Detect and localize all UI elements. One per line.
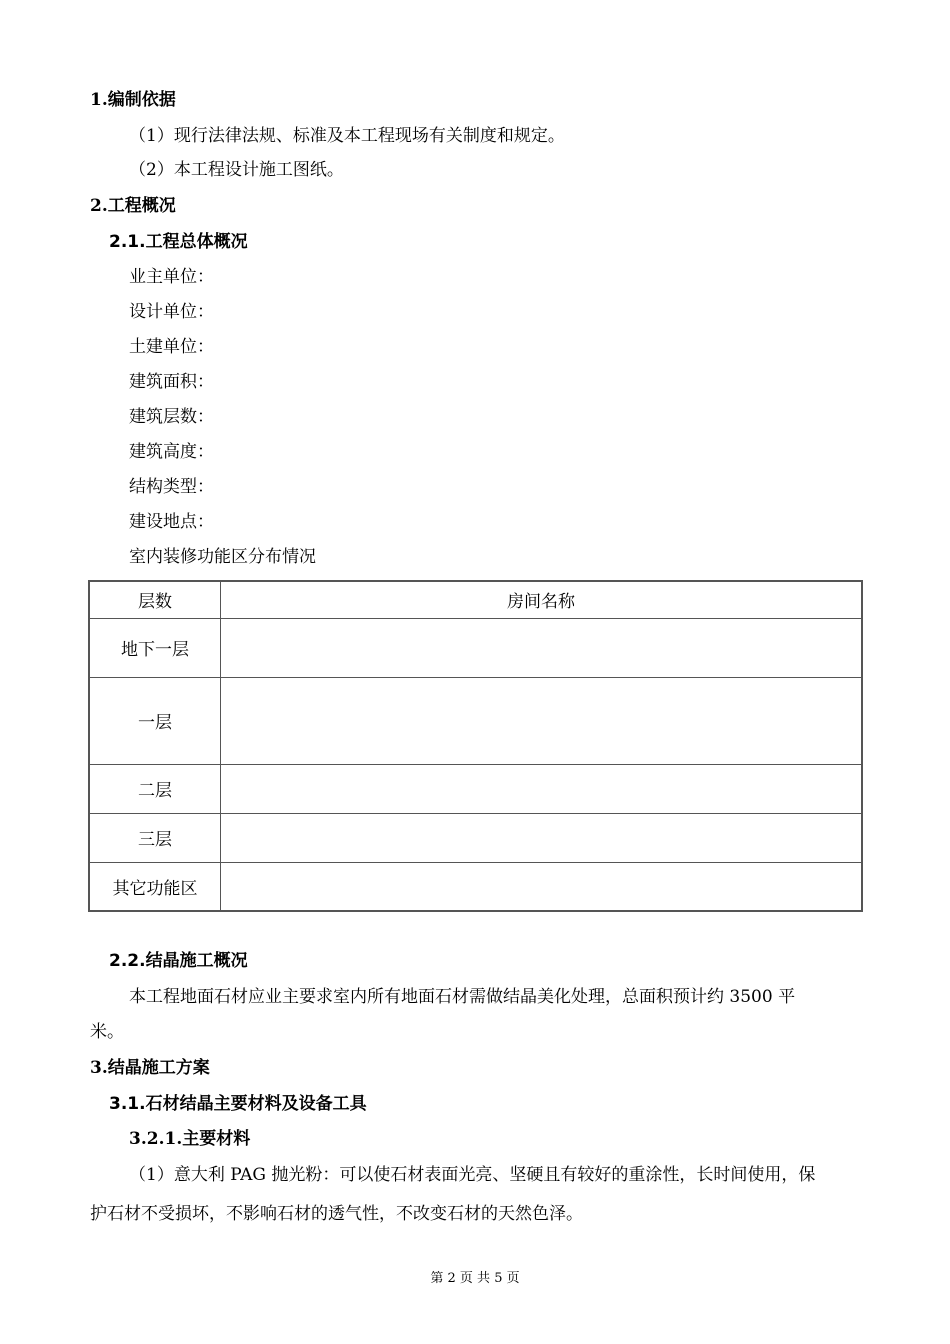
page-footer: 第 2 页 共 5 页 [430,1271,520,1286]
rooms-cell [221,813,863,862]
field-structure: 结构类型： [129,477,214,497]
rooms-cell [221,862,863,911]
table-row [89,813,862,862]
floor-cell: 一层 [89,677,221,764]
section-3-1-heading: 3.1.石材结晶主要材料及设备工具 [109,1094,367,1114]
table-row [89,618,862,677]
section-1-heading: 1.编制依据 [90,90,176,110]
section-2-heading: 2.工程概况 [90,196,176,216]
field-owner: 业主单位： [129,267,214,287]
section-3-heading: 3.结晶施工方案 [90,1058,210,1078]
rooms-cell [221,618,863,677]
table-row [89,677,862,764]
section-2-2-paragraph-line-1: 本工程地面石材应业主要求室内所有地面石材需做结晶美化处理，总面积预计约 3500 平 [129,987,796,1007]
section-3-2-1-paragraph-line-2: 护石材不受损坏，不影响石材的透气性，不改变石材的天然色泽。 [90,1204,583,1224]
floor-cell: 地下一层 [89,618,221,677]
section-2-2-heading: 2.2.结晶施工概况 [109,951,248,971]
table-row [89,862,862,911]
rooms-cell [221,764,863,813]
table-caption: 室内装修功能区分布情况 [129,547,316,567]
field-height: 建筑高度： [129,442,214,462]
rooms-cell [221,677,863,764]
section-2-1-heading: 2.1.工程总体概况 [109,232,248,252]
header-floor: 层数 [89,581,221,618]
field-builder: 土建单位： [129,337,214,357]
field-floors: 建筑层数： [129,407,214,427]
field-designer: 设计单位： [129,302,214,322]
section-1-paragraph-1: （1）现行法律法规、标准及本工程现场有关制度和规定。 [129,126,565,146]
field-location: 建设地点： [129,512,214,532]
room-distribution-table [88,580,863,912]
table-header-row [89,581,862,618]
section-1-paragraph-2: （2）本工程设计施工图纸。 [129,160,344,180]
floor-cell: 二层 [89,764,221,813]
floor-cell: 三层 [89,813,221,862]
header-room-name: 房间名称 [221,581,863,618]
table-row [89,764,862,813]
field-area: 建筑面积： [129,372,214,392]
floor-cell: 其它功能区 [89,862,221,911]
section-3-2-1-paragraph-line-1: （1）意大利 PAG 抛光粉：可以使石材表面光亮、坚硬且有较好的重涂性，长时间使用，保 [129,1165,816,1185]
section-3-2-1-heading: 3.2.1.主要材料 [129,1129,251,1149]
section-2-2-paragraph-line-2: 米。 [90,1022,124,1042]
